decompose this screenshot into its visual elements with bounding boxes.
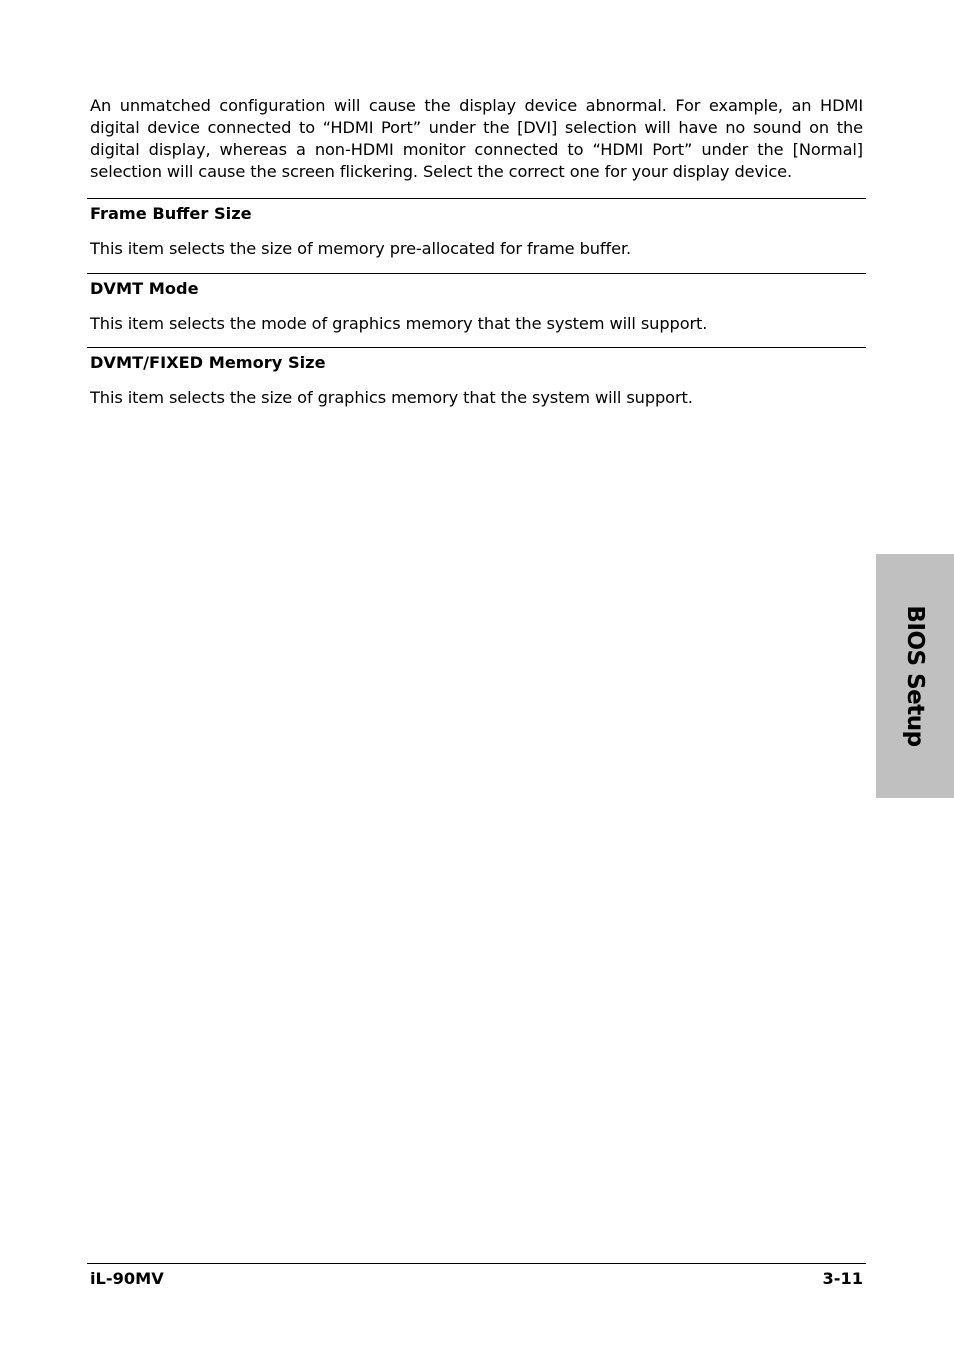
chapter-side-tab: [876, 554, 954, 798]
section-body: This item selects the size of memory pre-allocated for frame buffer.: [90, 239, 632, 258]
intro-paragraph: An unmatched configuration will cause the display device abnormal. For example, an HDMI digital device connected to “HDMI Port” under the [DVI] selection will have no sound on the digital display, whereas a non-HDMI monitor connected to “HDMI Port” under the [Normal] selection will cause the screen flickering. Select the correct one for your display device.: [90, 96, 863, 181]
section-body: This item selects the mode of graphics memory that the system will support.: [90, 314, 708, 333]
section-heading: DVMT/FIXED Memory Size: [90, 353, 326, 372]
page-footer: [87, 1263, 866, 1288]
section-frame-buffer-size: [87, 198, 866, 260]
footer-model: iL-90MV: [90, 1269, 164, 1288]
section-dvmt-fixed-memory-size: [87, 347, 866, 409]
section-heading: Frame Buffer Size: [90, 204, 252, 223]
footer-page-number: 3-11: [822, 1269, 863, 1288]
section-body: This item selects the size of graphics memory that the system will support.: [90, 388, 693, 407]
section-heading: DVMT Mode: [90, 279, 199, 298]
chapter-side-tab-label: BIOS Setup: [902, 605, 928, 747]
section-dvmt-mode: [87, 273, 866, 335]
page-content: [90, 95, 863, 183]
